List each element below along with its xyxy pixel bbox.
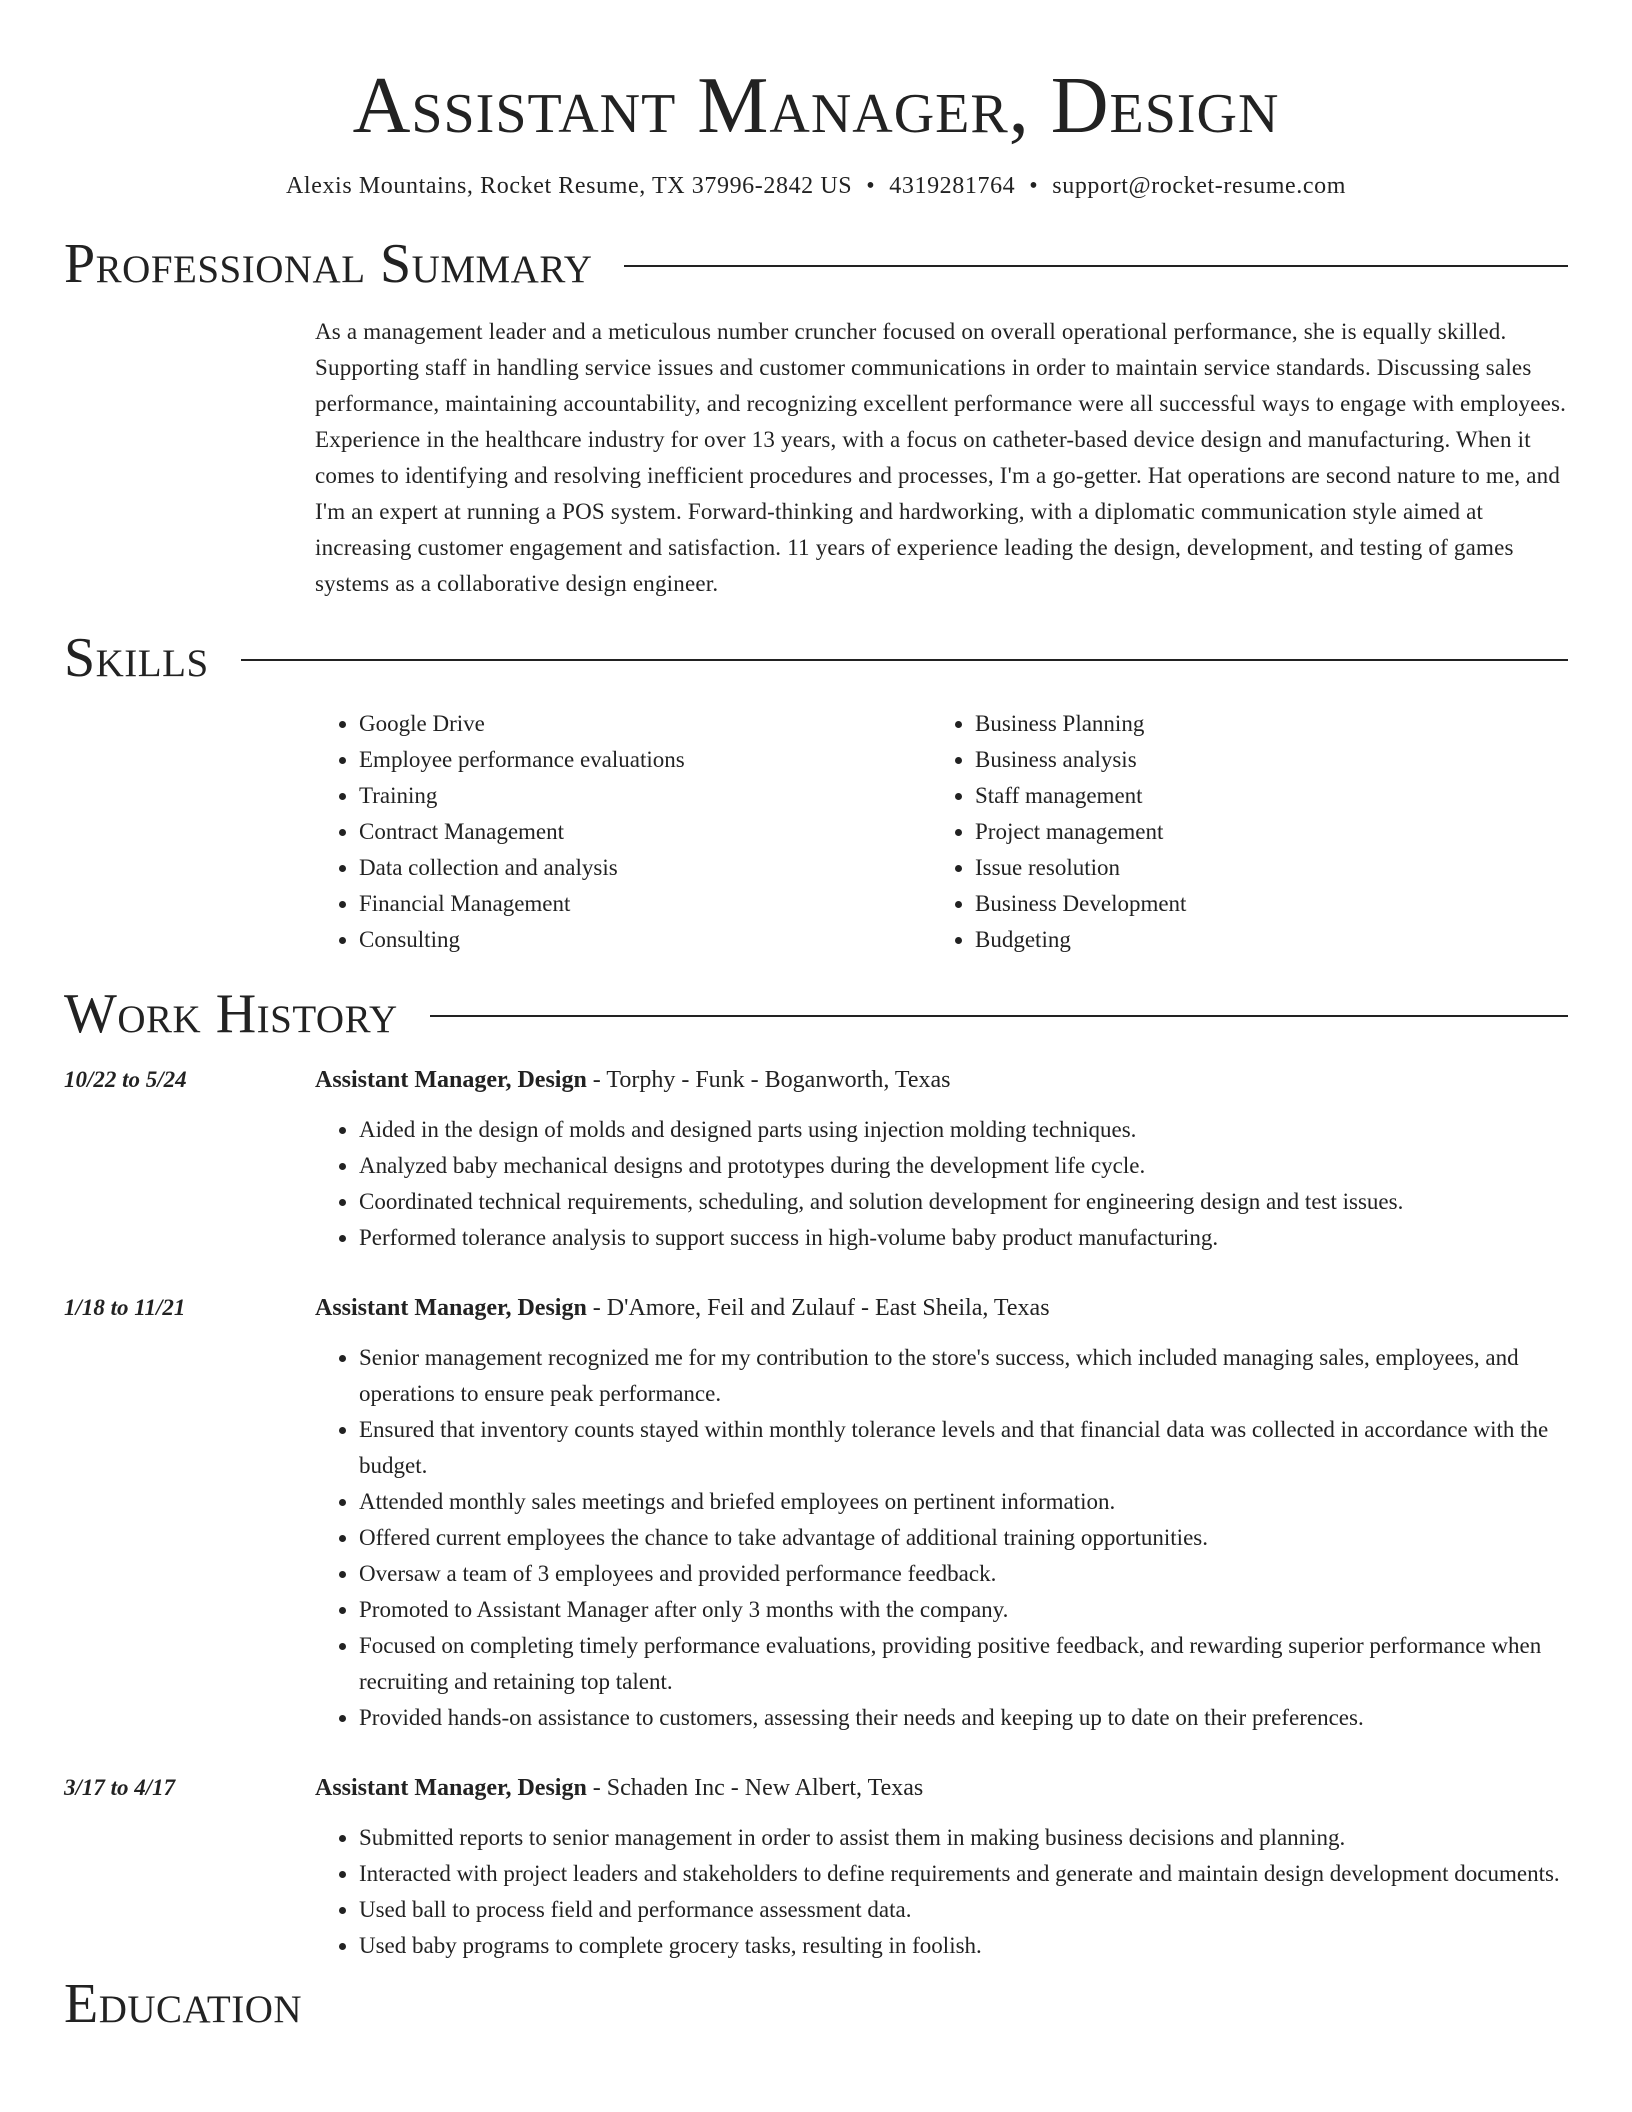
job-body: [315, 1062, 1568, 1256]
job-bullet: • Oversaw a team of 3 employees and provided performance feedback.: [359, 1556, 1568, 1592]
summary-section-header: [64, 232, 1568, 296]
job-bullet: • Coordinated technical requirements, scheduling, and solution development for engineering design and test issues.: [359, 1184, 1568, 1220]
summary-heading: Professional Summary: [64, 233, 593, 295]
section-divider: [624, 265, 1568, 267]
skill-item: • Training: [359, 778, 931, 814]
section-divider: [241, 659, 1568, 661]
job-bullet: • Ensured that inventory counts stayed within monthly tolerance levels and that financial data was collected in accordance with the budget.: [359, 1412, 1568, 1484]
skill-item: • Consulting: [359, 922, 931, 958]
skill-item: • Google Drive: [359, 706, 931, 742]
job-bullet: • Used baby programs to complete grocery tasks, resulting in foolish.: [359, 1928, 1568, 1964]
job-bullets: [315, 1820, 1568, 1964]
contact-address: Alexis Mountains, Rocket Resume, TX 37996-2842 US: [286, 173, 853, 199]
job-header: [315, 1770, 1568, 1806]
job-entry: [64, 1062, 1568, 1256]
job-bullet: • Aided in the design of molds and designed parts using injection molding techniques.: [359, 1112, 1568, 1148]
resume-title: Assistant Manager, Design: [352, 62, 1280, 150]
skill-item: • Staff management: [975, 778, 1547, 814]
job-header: [315, 1290, 1568, 1326]
skills-column-right: [931, 706, 1547, 958]
job-bullet: • Attended monthly sales meetings and briefed employees on pertinent information.: [359, 1484, 1568, 1520]
job-bullet: • Promoted to Assistant Manager after only 3 months with the company.: [359, 1592, 1568, 1628]
skill-item: • Project management: [975, 814, 1547, 850]
skill-item: • Budgeting: [975, 922, 1547, 958]
skill-item: • Business Development: [975, 886, 1547, 922]
work-heading: Work History: [64, 983, 398, 1045]
job-header: [315, 1062, 1568, 1098]
job-position: Assistant Manager, Design: [315, 1775, 587, 1801]
resume-page: [64, 0, 1568, 2036]
skill-item: • Financial Management: [359, 886, 931, 922]
skill-item: • Data collection and analysis: [359, 850, 931, 886]
job-position: Assistant Manager, Design: [315, 1295, 587, 1321]
job-bullet: • Submitted reports to senior management in order to assist them in making business decisions and planning.: [359, 1820, 1568, 1856]
job-entry: [64, 1770, 1568, 1964]
skill-item: • Contract Management: [359, 814, 931, 850]
job-bullet: • Used ball to process field and performance assessment data.: [359, 1892, 1568, 1928]
skill-item: • Business Planning: [975, 706, 1547, 742]
job-company: - Schaden Inc - New Albert, Texas: [586, 1775, 924, 1801]
job-entry: [64, 1290, 1568, 1736]
education-section-header: [64, 1972, 1568, 2036]
job-body: [315, 1770, 1568, 1964]
job-dates: 1/18 to 11/21: [64, 1295, 186, 1320]
job-position: Assistant Manager, Design: [315, 1067, 587, 1093]
skills-list: [315, 706, 1568, 958]
contact-separator: •: [866, 173, 876, 199]
job-company: - Torphy - Funk - Boganworth, Texas: [586, 1067, 951, 1093]
job-body: [315, 1290, 1568, 1736]
skills-column-left: [315, 706, 931, 958]
contact-email: support@rocket-resume.com: [1052, 173, 1346, 199]
skills-heading: Skills: [64, 627, 209, 689]
summary-text: As a management leader and a meticulous number cruncher focused on overall operational performance, she is equally skilled. Supporting staff in handling service issues and customer communications in order to maintain service standards. Discussing sales performance, maintaining accountability, and recognizing excellent performance were all successful ways to engage with employees. Experience in the healthcare industry for over 13 years, with a focus on catheter-based device design and manufacturing. When it comes to identifying and resolving inefficient procedures and processes, I'm a go-getter. Hat operations are second nature to me, and I'm an expert at running a POS system. Forward-thinking and hardworking, with a diplomatic communication style aimed at increasing customer engagement and satisfaction. 11 years of experience leading the design, development, and testing of games systems as a collaborative design engineer.: [315, 319, 1567, 596]
job-bullet: • Performed tolerance analysis to support success in high-volume baby product manufacturing.: [359, 1220, 1568, 1256]
job-bullet: • Offered current employees the chance to take advantage of additional training opportunities.: [359, 1520, 1568, 1556]
contact-phone: 4319281764: [889, 173, 1016, 199]
contact-separator: •: [1029, 173, 1039, 199]
section-divider: [430, 1015, 1568, 1017]
skill-item: • Employee performance evaluations: [359, 742, 931, 778]
job-company: - D'Amore, Feil and Zulauf - East Sheila, Texas: [586, 1295, 1050, 1321]
job-bullets: [315, 1112, 1568, 1256]
skills-section-header: [64, 626, 1568, 690]
education-heading: Education: [64, 1973, 303, 2035]
contact-line: [64, 170, 1568, 202]
work-section-header: [64, 982, 1568, 1046]
job-bullet: • Senior management recognized me for my contribution to the store's success, which included managing sales, employees, and operations to ensure peak performance.: [359, 1340, 1568, 1412]
job-dates: 3/17 to 4/17: [64, 1775, 176, 1800]
job-bullet: • Interacted with project leaders and stakeholders to define requirements and generate and maintain design development documents.: [359, 1856, 1568, 1892]
job-bullet: • Focused on completing timely performance evaluations, providing positive feedback, and rewarding superior performance when recruiting and retaining top talent.: [359, 1628, 1568, 1700]
job-bullet: • Provided hands-on assistance to customers, assessing their needs and keeping up to date on their preferences.: [359, 1700, 1568, 1736]
skill-item: • Issue resolution: [975, 850, 1547, 886]
job-bullet: • Analyzed baby mechanical designs and prototypes during the development life cycle.: [359, 1148, 1568, 1184]
job-dates: 10/22 to 5/24: [64, 1067, 187, 1092]
job-bullets: [315, 1340, 1568, 1736]
skill-item: • Business analysis: [975, 742, 1547, 778]
